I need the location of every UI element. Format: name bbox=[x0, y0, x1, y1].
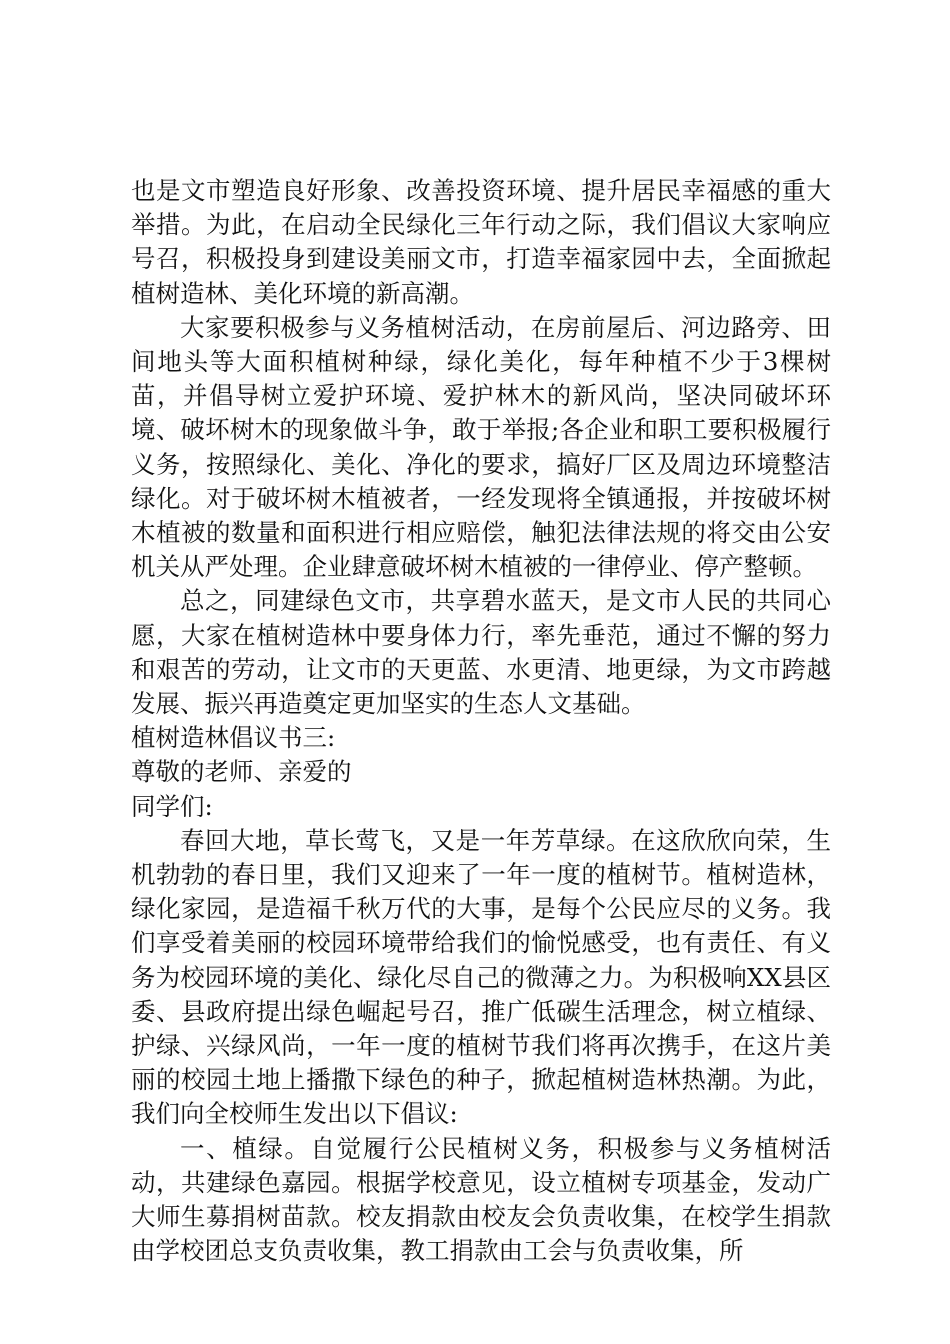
salutation-line-2: 同学们: bbox=[131, 791, 213, 821]
section-heading: 植树造林倡议书三: bbox=[131, 723, 336, 753]
salutation-line-1: 尊敬的老师、亲爱的 bbox=[131, 757, 352, 787]
paragraph-2: 大家要积极参与义务植树活动，在房前屋后、河边路旁、田间地头等大面积植树种绿，绿化美化，每年种植不少于3棵树苗，并倡导树立爱护环境、爱护林木的新风尚，坚决同破坏环境、破坏树木的现象做斗争，敢于举报;各企业和职工要积极履行义务，按照绿化、美化、净化的要求，搞好厂区及周边环境整洁绿化。对于破坏树木植被者，一经发现将全镇通报，并按破坏树木植被的数量和面积进行相应赔偿，触犯法律法规的将交由公安机关从严处理。企业肆意破坏树木植被的一律停业、停产整顿。 bbox=[131, 312, 831, 582]
paragraph-1: 也是文市塑造良好形象、改善投资环境、提升居民幸福感的重大举措。为此，在启动全民绿化三年行动之际，我们倡议大家响应号召，积极投身到建设美丽文市，打造幸福家园中去，全面掀起植树造林、美化环境的新高潮。 bbox=[131, 176, 831, 308]
paragraph-4: 春回大地，草长莺飞，又是一年芳草绿。在这欣欣向荣，生机勃勃的春日里，我们又迎来了一年一度的植树节。植树造林，绿化家园，是造福千秋万代的大事，是每个公民应尽的义务。我们享受着美丽的校园环境带给我们的愉悦感受，也有责任、有义务为校园环境的美化、绿化尽自己的微薄之力。为积极响XX县区委、县政府提出绿色崛起号召，推广低碳生活理念，树立植绿、护绿、兴绿风尚，一年一度的植树节我们将再次携手，在这片美丽的校园土地上播撒下绿色的种子，掀起植树造林热潮。为此，我们向全校师生发出以下倡议: bbox=[131, 825, 831, 1129]
paragraph-3: 总之，同建绿色文市，共享碧水蓝天，是文市人民的共同心愿，大家在植树造林中要身体力行，率先垂范，通过不懈的努力和艰苦的劳动，让文市的天更蓝、水更清、地更绿，为文市跨越发展、振兴再造奠定更加坚实的生态人文基础。 bbox=[131, 586, 831, 719]
paragraph-5: 一、植绿。自觉履行公民植树义务，积极参与义务植树活动，共建绿色嘉园。根据学校意见，设立植树专项基金，发动广大师生募捐树苗款。校友捐款由校友会负责收集，在校学生捐款由学校团总支负责收集，教工捐款由工会与负责收集，所 bbox=[131, 1133, 831, 1266]
document-body bbox=[131, 174, 831, 1269]
